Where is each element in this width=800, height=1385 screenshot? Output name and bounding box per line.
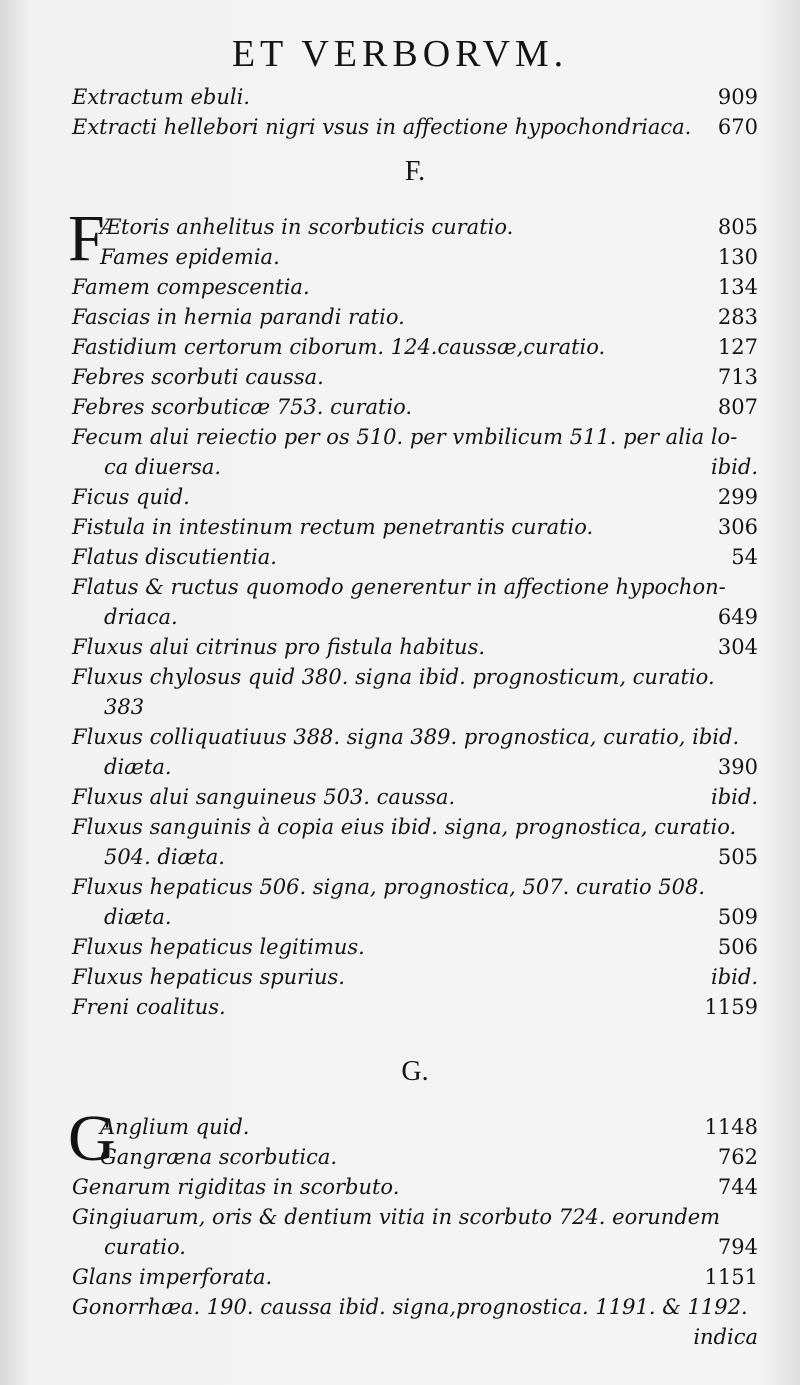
index-entry bbox=[72, 482, 758, 512]
index-entry bbox=[72, 932, 758, 962]
index-entry bbox=[72, 1142, 758, 1172]
entry-text: Fames epidemia. bbox=[100, 245, 280, 269]
entry-text: Extracti hellebori nigri vsus in affectione hypochondriaca. bbox=[72, 115, 692, 139]
entry-text: Fluxus chylosus quid 380. signa ibid. prognosticum, curatio. bbox=[72, 665, 715, 689]
section-letter-f: F. bbox=[404, 156, 426, 187]
drop-cap-initial: F bbox=[68, 202, 105, 275]
entry-text: Fluxus alui citrinus pro fistula habitus. bbox=[72, 635, 486, 659]
entry-page: 670 bbox=[717, 115, 758, 139]
entry-text: Fecum alui reiectio per os 510. per vmbilicum 511. per alia lo- bbox=[72, 425, 738, 449]
entry-text: Febres scorbuti caussa. bbox=[72, 365, 324, 389]
index-entry bbox=[72, 542, 758, 572]
entry-text: Fluxus hepaticus 506. signa, prognostica, 507. curatio 508. bbox=[72, 875, 706, 899]
section-g-list bbox=[68, 1102, 758, 1352]
index-entry bbox=[72, 1202, 758, 1232]
drop-cap-initial: G bbox=[68, 1102, 116, 1175]
index-entry bbox=[72, 512, 758, 542]
index-entry bbox=[72, 752, 758, 782]
entry-text: Fluxus alui sanguineus 503. caussa. bbox=[72, 785, 456, 809]
entry-text: Famem compescentia. bbox=[72, 275, 310, 299]
entry-page: 505 bbox=[717, 845, 758, 869]
index-entry bbox=[72, 872, 758, 902]
entry-page: 283 bbox=[717, 305, 758, 329]
index-entry bbox=[72, 272, 758, 302]
entry-text: 383 bbox=[104, 695, 145, 719]
index-entry bbox=[72, 1232, 758, 1262]
entry-page: 1148 bbox=[704, 1115, 758, 1139]
entry-text: Flatus discutientia. bbox=[72, 545, 277, 569]
entry-text: Fluxus hepaticus spurius. bbox=[72, 965, 345, 989]
entry-page: 713 bbox=[717, 365, 758, 389]
entry-page: 299 bbox=[717, 485, 758, 509]
entry-page: 306 bbox=[717, 515, 758, 539]
index-entry bbox=[72, 302, 758, 332]
index-entry bbox=[72, 602, 758, 632]
section-f-list bbox=[68, 202, 758, 1022]
index-entry bbox=[72, 1262, 758, 1292]
entry-page: ibid. bbox=[711, 455, 758, 479]
entry-text: Febres scorbuticæ 753. curatio. bbox=[72, 395, 413, 419]
entry-page: 304 bbox=[717, 635, 758, 659]
entry-page: 794 bbox=[717, 1235, 758, 1259]
section-letter-g: G. bbox=[401, 1056, 429, 1087]
entry-page: 649 bbox=[717, 605, 758, 629]
entry-page: 1159 bbox=[704, 995, 758, 1019]
entry-text: Gonorrhæa. 190. caussa ibid. signa,prognostica. 1191. & 1192. bbox=[72, 1295, 748, 1319]
index-entries bbox=[68, 82, 758, 1352]
entry-text: Fascias in hernia parandi ratio. bbox=[72, 305, 405, 329]
entry-text: Flatus & ructus quomodo generentur in affectione hypochon- bbox=[72, 575, 726, 599]
index-entry bbox=[72, 362, 758, 392]
entry-text: Glans imperforata. bbox=[72, 1265, 273, 1289]
entry-page: 509 bbox=[717, 905, 758, 929]
index-entry bbox=[72, 842, 758, 872]
index-entry bbox=[72, 1292, 758, 1322]
entry-text: Fistula in intestinum rectum penetrantis curatio. bbox=[72, 515, 594, 539]
index-entry bbox=[72, 632, 758, 662]
entry-page: 134 bbox=[717, 275, 758, 299]
entry-page: 909 bbox=[717, 85, 758, 109]
index-entry bbox=[72, 572, 758, 602]
index-entry bbox=[72, 242, 758, 272]
entry-text: Fastidium certorum ciborum. 124.caussæ,curatio. bbox=[72, 335, 606, 359]
index-entry bbox=[72, 722, 758, 752]
entry-text: Gangræna scorbutica. bbox=[100, 1145, 338, 1169]
index-entry bbox=[72, 392, 758, 422]
entry-page: indica bbox=[693, 1325, 758, 1349]
index-entry bbox=[72, 1172, 758, 1202]
entry-text: 504. diæta. bbox=[104, 845, 225, 869]
entry-text: Freni coalitus. bbox=[72, 995, 226, 1019]
entry-text: ca diuersa. bbox=[104, 455, 222, 479]
entry-text: Anglium quid. bbox=[100, 1115, 250, 1139]
entry-page: 744 bbox=[717, 1175, 758, 1199]
entry-text: diæta. bbox=[104, 905, 172, 929]
entry-page: 54 bbox=[731, 545, 758, 569]
entry-text: curatio. bbox=[104, 1235, 186, 1259]
entry-page: 390 bbox=[717, 755, 758, 779]
index-entry bbox=[72, 662, 758, 692]
entry-page: 1151 bbox=[704, 1265, 758, 1289]
entry-page: 805 bbox=[717, 215, 758, 239]
entry-text: Fluxus hepaticus legitimus. bbox=[72, 935, 365, 959]
index-entry bbox=[72, 332, 758, 362]
entry-page: ibid. bbox=[711, 965, 758, 989]
entry-text: diæta. bbox=[104, 755, 172, 779]
entry-text: driaca. bbox=[104, 605, 178, 629]
entry-page: ibid. bbox=[711, 785, 758, 809]
index-entry bbox=[72, 992, 758, 1022]
entry-text: Ætoris anhelitus in scorbuticis curatio. bbox=[100, 215, 514, 239]
index-entry bbox=[72, 1322, 758, 1352]
entry-text: Ficus quid. bbox=[72, 485, 190, 509]
entry-page: 130 bbox=[717, 245, 758, 269]
entry-text: Fluxus sanguinis à copia eius ibid. signa, prognostica, curatio. bbox=[72, 815, 737, 839]
entry-page: 127 bbox=[717, 335, 758, 359]
index-entry bbox=[72, 692, 758, 722]
index-entry bbox=[72, 962, 758, 992]
index-entry bbox=[72, 452, 758, 482]
entry-text: Fluxus colliquatiuus 388. signa 389. prognostica, curatio, ibid. bbox=[72, 725, 740, 749]
running-header: ET VERBORVM. bbox=[231, 33, 569, 75]
entry-text: Genarum rigiditas in scorbuto. bbox=[72, 1175, 400, 1199]
entry-text: Extractum ebuli. bbox=[72, 85, 250, 109]
index-entry bbox=[72, 82, 758, 112]
entry-page: 506 bbox=[717, 935, 758, 959]
entry-page: 807 bbox=[717, 395, 758, 419]
index-entry bbox=[72, 112, 758, 142]
index-entry bbox=[72, 422, 758, 452]
entry-page: 762 bbox=[717, 1145, 758, 1169]
index-entry bbox=[72, 782, 758, 812]
index-entry bbox=[72, 902, 758, 932]
index-entry bbox=[72, 812, 758, 842]
entry-text: Gingiuarum, oris & dentium vitia in scorbuto 724. eorundem bbox=[72, 1205, 721, 1229]
